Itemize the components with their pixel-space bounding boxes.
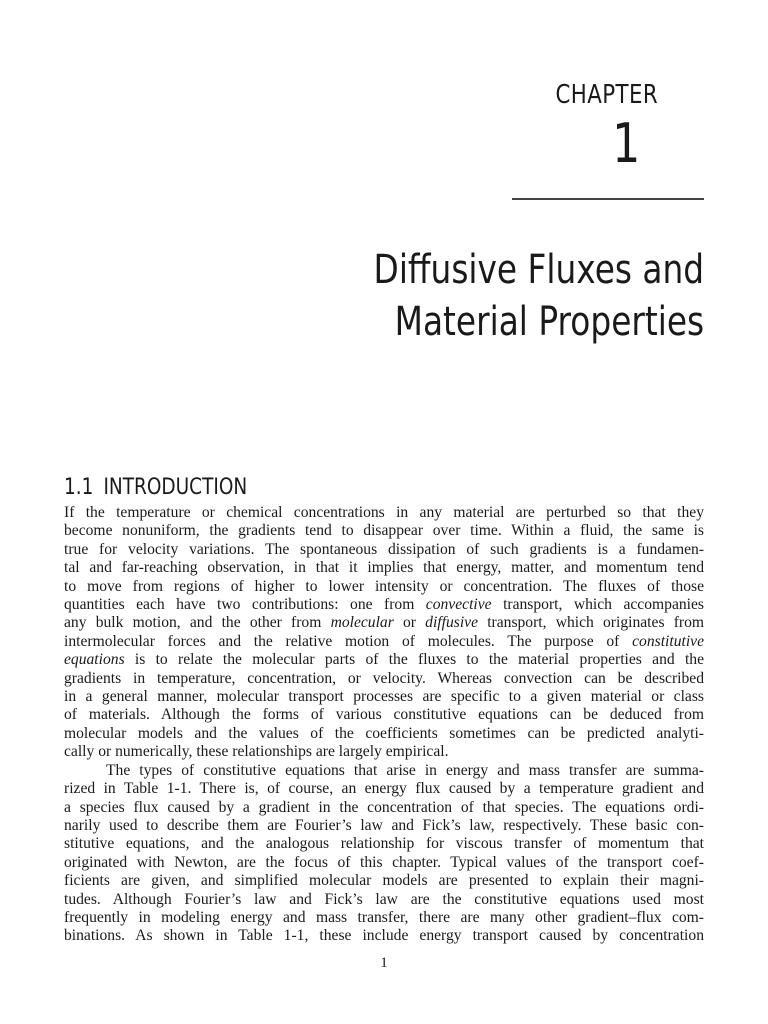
text-run: become nonuniform, the gradients tend to disappear over time. Within a fluid, the same is <box>64 522 704 540</box>
text-run: any bulk motion, and the other from <box>64 614 331 632</box>
chapter-rule <box>512 198 704 200</box>
section-title: INTRODUCTION <box>103 475 248 500</box>
text-run: transport, which originates from <box>478 614 705 632</box>
italic-term: constitutive <box>632 632 704 650</box>
text-line <box>64 743 704 761</box>
chapter-title <box>373 244 704 348</box>
chapter-number: 1 <box>611 112 640 175</box>
text-run: is to relate the molecular parts of the fluxes to the material properties and the <box>124 651 704 669</box>
chapter-title-line: Material Properties <box>394 299 704 345</box>
text-line <box>64 762 704 780</box>
text-run: gradients in temperature, concentration, or velocity. Whereas convection can be described <box>64 669 704 687</box>
text-run: If the temperature or chemical concentrations in any material are perturbed so that they <box>64 504 704 521</box>
text-run: in a general manner, molecular transport processes are specific to a given material or class <box>64 688 704 706</box>
text-line <box>64 706 704 724</box>
text-line <box>64 927 704 945</box>
text-line <box>64 909 704 927</box>
text-line <box>64 688 704 706</box>
text-line <box>64 780 704 798</box>
paragraph <box>64 504 704 762</box>
text-line <box>64 614 704 632</box>
text-line <box>64 522 704 540</box>
text-run: binations. As shown in Table 1-1, these include energy transport caused by concentration <box>64 927 704 945</box>
text-line <box>64 854 704 872</box>
text-run: to move from regions of higher to lower intensity or concentration. The fluxes of those <box>64 577 704 595</box>
text-run: true for velocity variations. The spontaneous dissipation of such gradients is a fundamen- <box>64 540 704 558</box>
italic-term: equations <box>64 651 125 669</box>
text-run: frequently in modeling energy and mass transfer, there are many other gradient–flux com- <box>64 908 704 926</box>
section-number: 1.1 <box>64 475 94 500</box>
text-run: ficients are given, and simplified molecular models are presented to explain their magni- <box>64 872 704 890</box>
text-line <box>64 817 704 835</box>
text-line <box>64 541 704 559</box>
text-run: molecular models and the values of the coefficients sometimes can be predicted analyti- <box>64 724 704 742</box>
text-run: or <box>393 614 426 632</box>
body-text <box>64 504 704 946</box>
italic-term: diffusive <box>425 614 479 632</box>
text-line <box>64 559 704 577</box>
text-run: of materials. Although the forms of various constitutive equations can be deduced from <box>64 706 704 724</box>
paragraph <box>64 762 704 946</box>
text-line <box>64 891 704 909</box>
italic-term: molecular <box>330 614 394 632</box>
text-line <box>64 651 704 669</box>
text-run: narily used to describe them are Fourier’s law and Fick’s law, respectively. These basic con- <box>64 816 704 834</box>
text-line <box>64 725 704 743</box>
italic-term: convective <box>425 596 492 614</box>
text-run: tal and far-reaching observation, in that it implies that energy, matter, and momentum tend <box>64 559 704 577</box>
text-line <box>64 799 704 817</box>
text-run: quantities each have two contributions: one from <box>64 596 426 614</box>
text-line <box>64 835 704 853</box>
text-run: a species flux caused by a gradient in the concentration of that species. The equations ordi- <box>64 798 704 816</box>
text-line <box>64 872 704 890</box>
text-run: stitutive equations, and the analogous relationship for viscous transfer of momentum that <box>64 835 704 853</box>
page-number: 1 <box>380 955 388 971</box>
text-run: cally or numerically, these relationships are largely empirical. <box>64 743 449 761</box>
text-run: transport, which accompanies <box>491 596 704 614</box>
text-run: originated with Newton, are the focus of this chapter. Typical values of the transport coef- <box>64 853 704 871</box>
section-heading <box>64 475 247 500</box>
text-run: tudes. Although Fourier’s law and Fick’s law are the constitutive equations used most <box>64 890 704 908</box>
chapter-title-line: Diffusive Fluxes and <box>373 247 704 293</box>
text-run: The types of constitutive equations that arise in energy and mass transfer are summa- <box>106 761 704 779</box>
text-line <box>64 578 704 596</box>
text-run: rized in Table 1-1. There is, of course, an energy flux caused by a temperature gradient and <box>64 780 704 798</box>
text-line <box>64 504 704 522</box>
chapter-label: CHAPTER <box>555 80 658 110</box>
text-line <box>64 670 704 688</box>
text-line <box>64 633 704 651</box>
text-run: intermolecular forces and the relative motion of molecules. The purpose of <box>64 632 633 650</box>
text-line <box>64 596 704 614</box>
